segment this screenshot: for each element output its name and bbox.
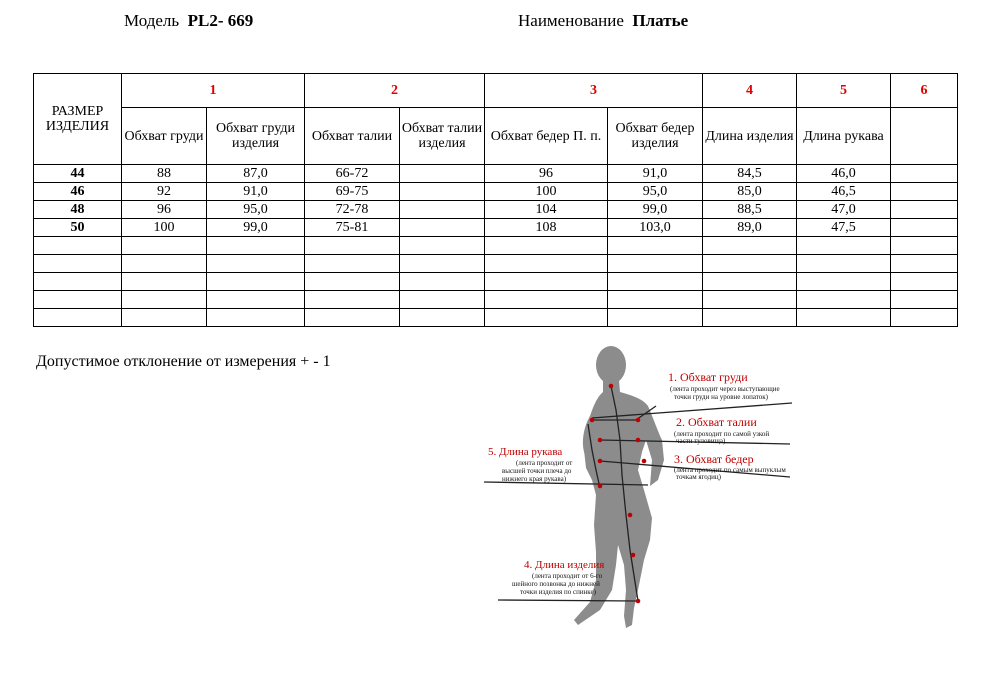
annotation-waist-title: 2. Обхват талии	[676, 415, 757, 429]
table-cell: 46,5	[797, 183, 891, 201]
annotation-sleeve-title: 5. Длина рукава	[488, 446, 563, 458]
annotation-waist-note-1: (лента проходит по самой узкой	[674, 430, 770, 438]
table-cell	[891, 219, 958, 237]
table-cell	[891, 201, 958, 219]
table-cell	[797, 273, 891, 291]
name-label: Наименование	[518, 11, 624, 30]
name-value: Платье	[632, 11, 689, 30]
table-cell: 91,0	[207, 183, 305, 201]
table-cell	[400, 273, 485, 291]
col-header-bust: Обхват груди	[122, 108, 207, 165]
table-cell	[608, 291, 703, 309]
table-cell	[305, 309, 400, 327]
table-cell: 89,0	[703, 219, 797, 237]
annotation-waist-note-2: части туловища)	[676, 437, 726, 445]
table-cell	[305, 291, 400, 309]
table-cell	[122, 237, 207, 255]
table-cell	[207, 291, 305, 309]
row-size: 48	[34, 201, 122, 219]
table-cell	[703, 273, 797, 291]
table-cell	[122, 291, 207, 309]
annotation-hips	[674, 452, 786, 481]
table-cell	[797, 237, 891, 255]
table-cell: 66-72	[305, 165, 400, 183]
table-cell	[891, 165, 958, 183]
table-cell	[891, 273, 958, 291]
annotation-bust	[668, 370, 780, 401]
annotation-sleeve-note-1: (лента проходит от	[516, 459, 573, 467]
group-number-2: 2	[305, 74, 485, 108]
size-table	[33, 73, 958, 327]
row-size	[34, 309, 122, 327]
row-size	[34, 273, 122, 291]
table-cell: 87,0	[207, 165, 305, 183]
table-row	[34, 309, 958, 327]
table-cell: 95,0	[608, 183, 703, 201]
table-cell	[797, 291, 891, 309]
table-cell	[207, 255, 305, 273]
table-row	[34, 237, 958, 255]
table-cell	[305, 255, 400, 273]
name-header	[518, 11, 688, 31]
table-cell	[400, 165, 485, 183]
table-cell	[305, 237, 400, 255]
table-cell	[703, 255, 797, 273]
table-cell	[400, 237, 485, 255]
table-cell	[207, 273, 305, 291]
annotation-hips-note-2: точкам ягодиц)	[676, 473, 721, 481]
group-number-3: 3	[485, 74, 703, 108]
row-size: 50	[34, 219, 122, 237]
col-header-hips-garment: Обхват бедер изделия	[608, 108, 703, 165]
table-cell	[485, 255, 608, 273]
table-cell	[122, 255, 207, 273]
table-cell: 88,5	[703, 201, 797, 219]
table-cell	[485, 309, 608, 327]
table-cell: 92	[122, 183, 207, 201]
table-cell	[122, 273, 207, 291]
table-cell: 88	[122, 165, 207, 183]
table-cell	[891, 291, 958, 309]
table-cell	[703, 309, 797, 327]
annotation-bust-note-2: точки груди на уровне лопаток)	[674, 393, 768, 401]
table-cell: 46,0	[797, 165, 891, 183]
table-cell: 99,0	[608, 201, 703, 219]
table-cell	[485, 273, 608, 291]
table-cell	[703, 237, 797, 255]
table-cell: 103,0	[608, 219, 703, 237]
group-number-4: 4	[703, 74, 797, 108]
annotation-sleeve-note-3: нижнего края рукава)	[502, 475, 567, 483]
table-cell: 99,0	[207, 219, 305, 237]
table-row	[34, 165, 958, 183]
row-size	[34, 291, 122, 309]
model-value: PL2- 669	[187, 11, 254, 30]
annotation-waist	[674, 415, 769, 445]
row-size: 44	[34, 165, 122, 183]
col-header-bust-garment: Обхват груди изделия	[207, 108, 305, 165]
group-number-5: 5	[797, 74, 891, 108]
table-cell	[891, 255, 958, 273]
table-cell	[608, 255, 703, 273]
annotation-bust-title: 1. Обхват груди	[668, 370, 748, 384]
col-header-sleeve: Длина рукава	[797, 108, 891, 165]
group-number-6: 6	[891, 74, 958, 108]
row-size	[34, 237, 122, 255]
table-cell	[797, 309, 891, 327]
table-cell: 85,0	[703, 183, 797, 201]
table-cell: 96	[122, 201, 207, 219]
table-cell	[305, 273, 400, 291]
table-cell: 47,0	[797, 201, 891, 219]
col-header-waist-garment: Обхват талии изделия	[400, 108, 485, 165]
annotation-sleeve-note-2: высшей точки плеча до	[502, 467, 572, 475]
table-row	[34, 201, 958, 219]
table-cell	[608, 237, 703, 255]
table-cell	[703, 291, 797, 309]
table-cell: 108	[485, 219, 608, 237]
table-cell: 95,0	[207, 201, 305, 219]
table-cell	[797, 255, 891, 273]
table-cell	[207, 309, 305, 327]
table-row	[34, 255, 958, 273]
table-cell	[400, 309, 485, 327]
annotation-length-note-1: (лента проходит от 6-го	[532, 572, 603, 580]
table-cell	[485, 291, 608, 309]
table-cell	[891, 237, 958, 255]
table-cell	[608, 273, 703, 291]
annotation-length-note-3: точки изделия по спинке)	[520, 588, 596, 596]
annotation-hips-note-1: (лента проходит по самым выпуклым	[674, 466, 786, 474]
table-cell	[207, 237, 305, 255]
table-row	[34, 273, 958, 291]
annotation-length-title: 4. Длина изделия	[524, 559, 605, 571]
table-cell	[400, 291, 485, 309]
col-header-length: Длина изделия	[703, 108, 797, 165]
annotation-bust-note-1: (лента проходит через выступающие	[670, 385, 780, 393]
table-cell	[400, 183, 485, 201]
size-column-header: РАЗМЕР ИЗДЕЛИЯ	[34, 74, 122, 165]
group-number-1: 1	[122, 74, 305, 108]
table-cell: 72-78	[305, 201, 400, 219]
table-cell: 47,5	[797, 219, 891, 237]
table-row	[34, 219, 958, 237]
table-cell: 96	[485, 165, 608, 183]
table-cell: 75-81	[305, 219, 400, 237]
table-cell	[485, 237, 608, 255]
table-cell	[400, 255, 485, 273]
annotation-length-note-2: шейного позвонка до нижней	[512, 580, 600, 588]
annotation-hips-title: 3. Обхват бедер	[674, 452, 754, 466]
table-cell	[891, 309, 958, 327]
table-cell: 69-75	[305, 183, 400, 201]
table-cell: 100	[122, 219, 207, 237]
row-size	[34, 255, 122, 273]
model-label: Модель	[124, 11, 180, 30]
row-size: 46	[34, 183, 122, 201]
table-cell: 104	[485, 201, 608, 219]
col-header-extra	[891, 108, 958, 165]
annotation-sleeve	[488, 446, 572, 483]
col-header-hips: Обхват бедер П. п.	[485, 108, 608, 165]
table-cell: 91,0	[608, 165, 703, 183]
table-cell: 100	[485, 183, 608, 201]
table-row	[34, 183, 958, 201]
table-cell	[400, 219, 485, 237]
table-cell	[891, 183, 958, 201]
tolerance-note: Допустимое отклонение от измерения + - 1	[36, 353, 331, 370]
table-cell: 84,5	[703, 165, 797, 183]
col-header-waist: Обхват талии	[305, 108, 400, 165]
table-row	[34, 291, 958, 309]
measurement-figure	[480, 340, 810, 640]
table-cell	[122, 309, 207, 327]
annotation-length	[512, 559, 604, 596]
table-cell	[400, 201, 485, 219]
table-cell	[608, 309, 703, 327]
model-header	[124, 11, 253, 31]
